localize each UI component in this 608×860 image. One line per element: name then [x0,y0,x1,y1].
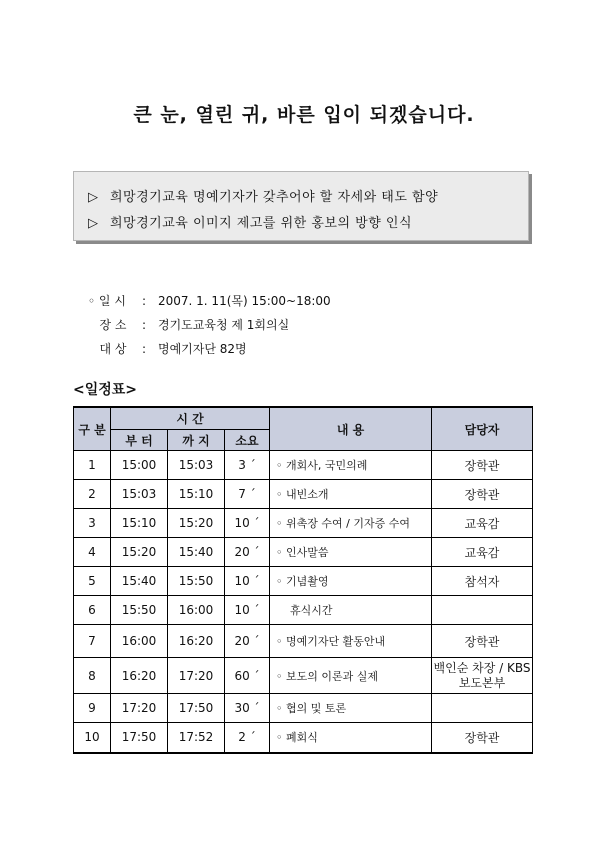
goal-item [88,212,412,231]
row-to: 15:10 [168,480,225,509]
header-duration: 소요 [225,430,270,451]
row-to: 17:50 [168,694,225,723]
header-to: 까 지 [168,430,225,451]
schedule-title: <일정표> [73,382,138,398]
row-owner: 장학관 [432,480,533,509]
row-to: 15:40 [168,538,225,567]
row-from: 15:10 [111,509,168,538]
row-content: ◦ 개회사, 국민의례 [270,451,432,480]
row-num: 7 [74,625,111,658]
row-from: 17:20 [111,694,168,723]
row-num: 10 [74,723,111,753]
table-row [74,723,533,753]
row-duration: 10 ´ [225,596,270,625]
schedule-table [73,406,533,754]
triangle-marker-icon: ▷ [88,216,99,231]
row-from: 15:03 [111,480,168,509]
row-from: 16:20 [111,658,168,694]
row-to: 16:20 [168,625,225,658]
row-num: 5 [74,567,111,596]
row-to: 17:20 [168,658,225,694]
row-to: 17:52 [168,723,225,753]
row-from: 17:50 [111,723,168,753]
info-key: 장 소 [99,318,127,332]
row-owner: 장학관 [432,625,533,658]
row-from: 16:00 [111,625,168,658]
header-content: 내 용 [270,407,432,451]
row-from: 15:50 [111,596,168,625]
info-place: 장 소 : 경기도교육청 제 1회의실 [99,318,290,332]
info-value: 2007. 1. 11(목) 15:00~18:00 [158,294,331,308]
row-duration: 10 ´ [225,509,270,538]
row-duration: 60 ´ [225,658,270,694]
header-row [74,407,533,430]
row-num: 3 [74,509,111,538]
triangle-marker-icon: ▷ [88,190,99,205]
row-duration: 2 ´ [225,723,270,753]
row-num: 1 [74,451,111,480]
table-row [74,480,533,509]
info-value: 경기도교육청 제 1회의실 [158,318,290,332]
row-content: ◦ 내빈소개 [270,480,432,509]
table-row [74,596,533,625]
row-owner [432,694,533,723]
row-num: 4 [74,538,111,567]
row-from: 15:40 [111,567,168,596]
row-num: 6 [74,596,111,625]
row-num: 8 [74,658,111,694]
row-content: ◦ 폐회식 [270,723,432,753]
row-num: 9 [74,694,111,723]
row-duration: 7 ´ [225,480,270,509]
row-duration: 3 ´ [225,451,270,480]
table-row [74,538,533,567]
row-to: 16:00 [168,596,225,625]
row-to: 15:03 [168,451,225,480]
row-duration: 20 ´ [225,625,270,658]
header-from: 부 터 [111,430,168,451]
row-to: 15:20 [168,509,225,538]
table-row [74,658,533,694]
row-content: 휴식시간 [270,596,432,625]
goals-box [73,171,529,241]
row-owner: 교육감 [432,538,533,567]
header-time: 시 간 [111,407,270,430]
table-row [74,694,533,723]
row-from: 15:00 [111,451,168,480]
row-content: ◦ 기념촬영 [270,567,432,596]
row-content: ◦ 인사말씀 [270,538,432,567]
row-to: 15:50 [168,567,225,596]
row-owner: 장학관 [432,451,533,480]
header-num: 구 분 [74,407,111,451]
row-owner [432,596,533,625]
goal-item [88,186,438,205]
info-key: 일 시 [98,294,126,308]
goal-text: 희망경기교육 이미지 제고를 위한 홍보의 방향 인식 [110,216,413,231]
row-duration: 20 ´ [225,538,270,567]
row-duration: 30 ´ [225,694,270,723]
info-date: ◦ 일 시 : 2007. 1. 11(목) 15:00~18:00 [88,294,331,308]
row-owner: 참석자 [432,567,533,596]
info-target: 대 상 : 명예기자단 82명 [99,342,247,356]
table-row [74,625,533,658]
row-owner: 백인순 차장 / KBS 보도본부 [432,658,533,694]
row-duration: 10 ´ [225,567,270,596]
row-num: 2 [74,480,111,509]
row-content: ◦ 협의 및 토론 [270,694,432,723]
row-content: ◦ 명예기자단 활동안내 [270,625,432,658]
table-row [74,509,533,538]
table-row [74,567,533,596]
info-key: 대 상 [99,342,127,356]
row-from: 15:20 [111,538,168,567]
row-content: ◦ 위촉장 수여 / 기자증 수여 [270,509,432,538]
goal-text: 희망경기교육 명예기자가 갖추어야 할 자세와 태도 함양 [110,190,439,205]
page-title: 큰 눈, 열린 귀, 바른 입이 되겠습니다. [133,104,475,126]
row-owner: 교육감 [432,509,533,538]
header-owner: 담당자 [432,407,533,451]
row-content: ◦ 보도의 이론과 실제 [270,658,432,694]
info-value: 명예기자단 82명 [158,342,247,356]
bullet-icon: ◦ [88,294,96,308]
row-owner: 장학관 [432,723,533,753]
table-row [74,451,533,480]
